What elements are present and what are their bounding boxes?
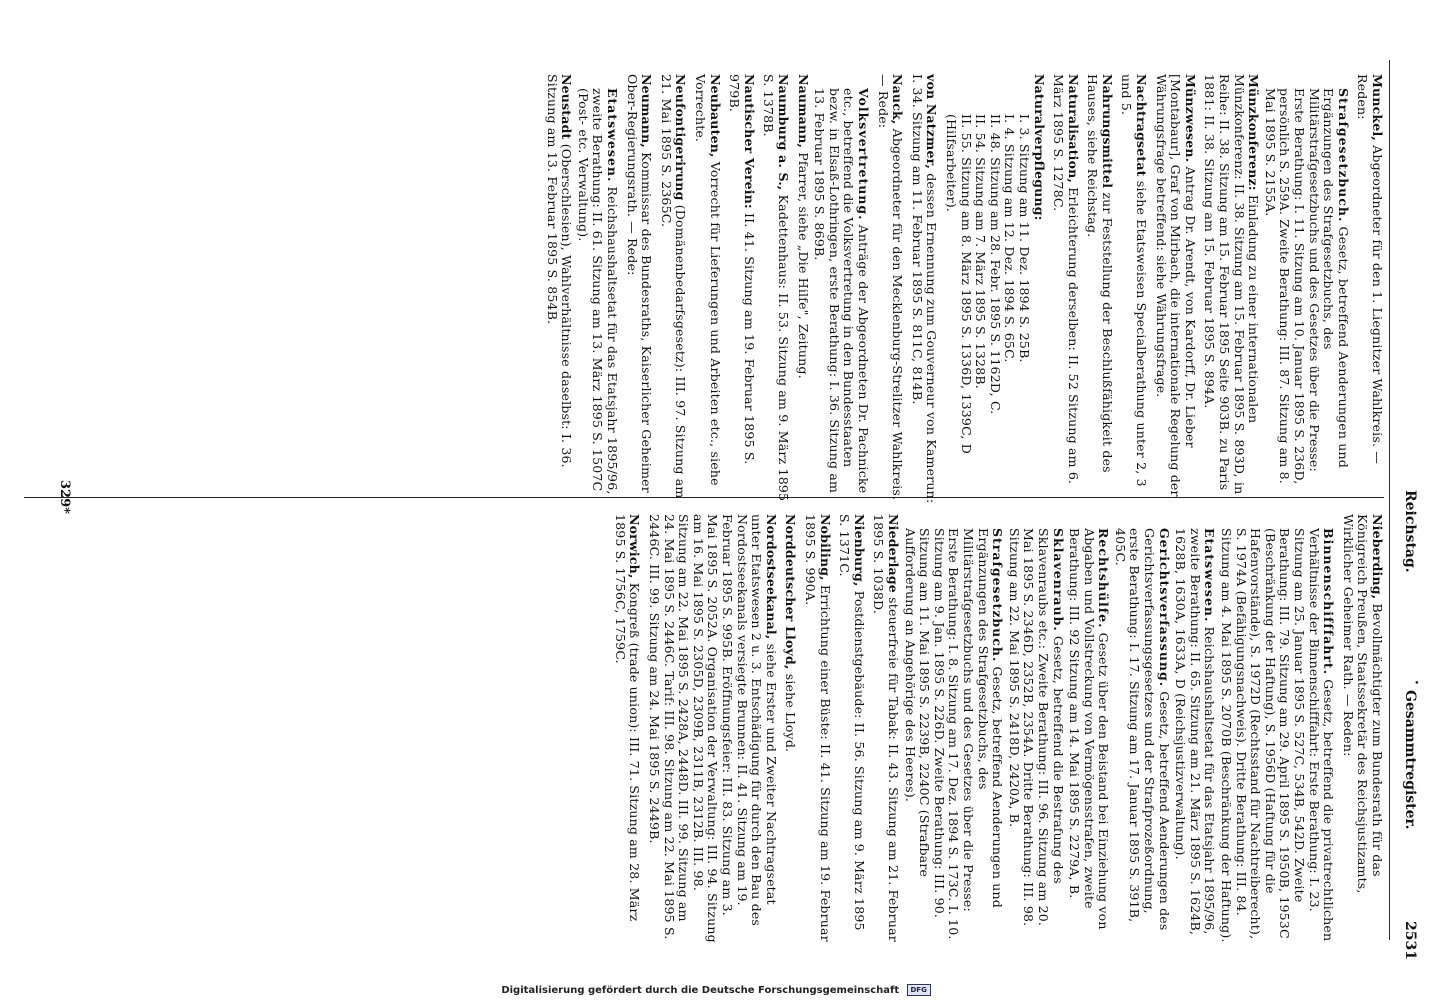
entry-text: Einladung zu einer internationalen Münzkonferenz: II. 38. Sitzung am 15. Februar 1895 S. 893D, in Reihe: II. 38. Sitzung am 15. Februar 1895 Seite 903B. zu Paris 1881: II. 38. Sitzung am 15. Februar 1895 S. 894A. (1202, 74, 1262, 495)
entry-reference: I. 4. Sitzung am 12. Dez. 1894 S. 65C. (1002, 114, 1018, 363)
entry-text: Kadettenhaus: II. 53. Sitzung am 9. März 1895 S. 1378B. (761, 74, 792, 502)
entry-text: Gesetz, betreffend Aenderungen und Ergänzungen des Strafgesetzbuchs, des Militärstrafgesetzbuchs und des Gesetzes über die Presse: Erste Berathung: I. 8. Sitzung am 17. Dez. 1894 S. 173C. I. 10. Sitzung am 9. Jan. 1895 S. 226D. Zweite Berathung: III. 90. Sitzung am 11. Mai 1895 S. 2239B, 2240C (Strafbare Aufforderung an Angehörige des Heeres). (902, 528, 1006, 940)
entry-text: Postdienstgebäude: II. 56. Sitzung am 9. März 1895 S. 1371C. (837, 514, 867, 931)
index-entry (1340, 514, 1384, 944)
subentry-heading: Strafgesetzbuch. (990, 528, 1006, 663)
entry-heading: Nachtragsetat (1134, 74, 1150, 177)
header-rule (1389, 60, 1390, 940)
entry-heading: Nautischer Verein: (741, 74, 757, 209)
index-entry (1355, 74, 1384, 504)
entry-text: II. 41. Sitzung am 19. Februar 1895 S. 979B. (727, 74, 757, 465)
entry-heading: Naumann, (795, 74, 811, 149)
entry-heading: Neustadt (559, 74, 575, 140)
entry-heading: Nobiling, (817, 514, 833, 581)
subentry-heading: Binnenschifffahrt. (1321, 528, 1337, 676)
entry-text: Pfarrer, siehe „Die Hilfe", Zeitung. (795, 152, 811, 379)
dfg-logo: DFG (907, 984, 931, 996)
entry-text: Gesetz, betreffend die Bestrafung des Sklavenraubs etc.: Zweite Berathung: III. 96. Sitzung am 20. Mai 1895 S. 2346D, 2352B, 2354A. Dritte Berathung: III. 98. Sitzung am 22. Mai 1895 S. 2418D, 2420A, B. (1006, 528, 1066, 927)
entry-text: Gesetz, betreffend Aenderungen des Gerichtsverfassungsgesetzes und der Strafprozeßordnung, erste Berathung: I. 17. Sitzung am 17. Januar 1895 S. 391B, 405C. (1112, 528, 1172, 931)
entry-heading: Naturalisation, (1065, 74, 1081, 184)
index-entry (1153, 74, 1197, 504)
entry-heading: Nordostseekanal, (763, 514, 779, 640)
entry-heading: Nienburg, (851, 514, 867, 587)
index-entry (1085, 74, 1114, 504)
page-header: Reichstag. · Gesammtregister. 2531 (1402, 490, 1424, 960)
entry-heading: Naumburg a. S., (776, 74, 792, 191)
entry-reference: II. 54. Sitzung am 7. März 1895 S. 1328B. (973, 114, 989, 389)
index-subentry (1173, 528, 1217, 944)
index-entry (1202, 74, 1260, 504)
left-column (539, 74, 1384, 504)
entry-text: Abgeordneter für den Mecklenburg-Strelitzer Wahlkreis. — Rede: (875, 74, 906, 501)
entry-text: siehe Lloyd. (783, 673, 799, 753)
entry-heading: Norwich, (627, 514, 643, 579)
entry-text: Reichshaushaltsetat für das Etatsjahr 1895/96, zweite Berathung: II. 61. Sitzung am 13. März 1895 S. 1507C (Post- etc. Verwaltung). (575, 88, 621, 495)
entry-text: Anträge der Abgeordneten Dr. Pachnicke etc., betreffend die Volksvertretung in den Bundesstaaten bezw. in Elsaß-Lothringen, erste Berathung: I. 36. Sitzung am 13. Februar 1895 S. 869B. (812, 88, 871, 494)
subentry-heading: Sklavenraub. (1050, 528, 1066, 632)
entry-heading: Nauck, (890, 74, 906, 125)
subentry-heading: Rechtshülfe. (1096, 528, 1112, 629)
entry-text: Reichshaushaltsetat für das Etatsjahr 1895/96, zweite Berathung: II. 65. Sitzung am 21. März 1895 S. 1624B, 1628B, 1630A, 1633A, D (Reichsjustizverwaltung). (1173, 528, 1218, 936)
entry-text: Bevollmächtigter zum Bundesrath für das Königreich Preußen, Staatssekretär des Reichsjustizamts, Wirklicher Geheimer Rath. — Reden: (1340, 514, 1385, 894)
index-subentry (1067, 528, 1111, 944)
index-entry (624, 74, 653, 504)
entry-heading: Neubauten, (707, 74, 723, 158)
index-subentry (902, 528, 1004, 944)
entry-heading: Naturalverpflegung: (1031, 74, 1047, 221)
index-entry (837, 514, 866, 944)
index-entry (943, 74, 1045, 504)
subentry-heading: Gerichtsverfassung. (1156, 528, 1172, 688)
entry-text: (Domänenbedarfsgesetz): III. 97. Sitzung am 21. Mai 1895 S. 2365C. (658, 74, 689, 499)
index-subentry (1218, 528, 1335, 944)
index-entry (802, 514, 831, 944)
entry-text: zur Feststellung der Beschlußfähigkeit des Hauses, siehe Reichstag. (1085, 74, 1115, 473)
index-entry (1051, 74, 1080, 504)
index-entry (1119, 74, 1148, 504)
index-entry (658, 74, 687, 504)
index-entry (727, 74, 756, 504)
right-column (607, 514, 1384, 944)
digitization-credit (0, 984, 1432, 998)
entry-heading: Munckel, (1370, 74, 1385, 141)
index-subentry (575, 88, 619, 504)
credit-text: Digitalisierung gefördert durch die Deutsche Forschungsgemeinschaft (501, 985, 900, 996)
entry-heading: Neufontigerirung (673, 74, 689, 201)
entry-text: Gesetz über den Beistand bei Einziehung von Abgaben und Vollstreckung von Vermögensstrafen, zweite Berathung: III. 92 Sitzung am 14. Mai 1895 S. 2279A, B. (1067, 528, 1112, 930)
entry-heading: Münzkonferenz: (1246, 74, 1262, 191)
entry-text: Errichtung einer Büste: II. 41. Sitzung am 19. Februar 1895 S. 990A. (803, 514, 833, 942)
entry-heading: Neumann, (639, 74, 655, 148)
index-entry (909, 74, 938, 504)
entry-reference: I. 3. Sitzung am 11. Dez. 1894 S. 25B. (1016, 114, 1032, 363)
entry-text: steuerfreie für Tabak: II. 43. Sitzung am 21. Februar 1895 S. 1038D. (871, 514, 901, 942)
index-subentry (1006, 528, 1064, 944)
subentry-heading: Etatswesen. (605, 88, 621, 183)
index-entry (647, 514, 778, 944)
entry-heading: Münzwesen. (1182, 74, 1198, 163)
index-entry (783, 514, 798, 944)
entry-text: siehe Etatsweisen Specialberathung unter 2, 3 und 5. (1119, 74, 1150, 487)
entry-text: (Oberschlesien), Wahlverhältnisse daselbst: I. 36. Sitzung am 13. Februar 1895 S. 854B. (544, 74, 575, 468)
entry-text: dessen Ernennung zum Gouverneur von Kamerun: I. 34. Sitzung am 11. Februar 1895 S. 811C, 814B. (909, 74, 940, 504)
index-entry (544, 74, 573, 504)
index-subentry (1112, 528, 1170, 944)
header-left: Reichstag. (1402, 490, 1418, 573)
entry-text: Erleichterung derselben: II. 52 Sitzung am 6. März 1895 S. 1278C. (1051, 74, 1081, 485)
entry-heading: Nieberding, (1370, 514, 1385, 600)
entry-text: Gesetz, betreffend Aenderungen und Ergänzungen des Strafgesetzbuchs, des Militärstrafgesetzbuchs und des Gesetzes über die Presse: Erste Berathung: I. 11. Sitzung am 10. Januar 1895 S. 236D, persönlich S. 259A. Zweite Berathung: III. 87. Sitzung am 8. Mai 1895 S. 2155A. (1262, 88, 1351, 485)
subentry-heading: Volksvertretung. (856, 88, 871, 221)
entry-heading: von Natzmer, (924, 74, 940, 170)
entry-heading: Nahrungsmittel (1099, 74, 1115, 189)
entry-text: Antrag Dr. Arendt, von Kardorff, Dr. Lieber [Montabaur], Graf von Mirbach, die internationale Regelung der Währungsfrage betreffend: siehe Währungsfrage. (1153, 74, 1198, 497)
index-entry (875, 74, 904, 504)
index-entry (761, 74, 790, 504)
entry-text: Kongreß (trade union): III. 71. Sitzung am 28. März 1895 S. 1756C, 1759C. (612, 514, 643, 922)
subentry-heading: Etatswesen. (1202, 528, 1218, 623)
entry-text: Gesetz, betreffend die privatrechtlichen Verhältnisse der Binnenschifffahrt: Erste Berathung: I. 23. Sitzung am 25. Januar 1895 S. 527C, 534B, 542D. Zweite Berathung: III. 79. Sitzung am 29. April 1895 S. 1950B, 1953C (Beschränkung der Haftung), S. 1956D (Haftung für die Hafenvorstände), S. 1972D (Rechtsstand für Nachtreiberecht), S. 1974A (Befähigungsnachweis). Dritte Berathung: III. 84. Sitzung am 4. Mai 1895 S. 2070B (Beschränkung der Haftung). (1219, 528, 1337, 943)
entry-text: Abgeordneter für den 1. Liegnitzer Wahlkreis. — Reden: (1355, 74, 1385, 465)
entry-text: siehe Erster und Zweiter Nachtragsetat unter Etatswesen 2 u. 3. Entschädigung für durch den Bau des Nordostseekanals versiegte Brunnen: II. 41. Sitzung am 19. Februar 1895 S. 995B. Eröffnungsfeier: III. 83. Sitzung am 3. Mai 1895 S. 2052A. Organisation der Verwaltung: III. 94. Sitzung am 16. Mai 1895 S. 2305D, 2309B, 2311B, 2312B. III. 98. Sitzung am 22. Mai 1895 S. 2428A, 2448D. III. 99. Sitzung am 24. Mai 1895 S. 2446C. Tarif: III. 98. Sitzung am 22. Mai 1895 S. 2446C. III. 99. Sitzung am 24. Mai 1895 S. 2449B. (647, 514, 779, 943)
entry-heading: Norddeutscher Lloyd, (783, 514, 799, 670)
entry-reference: II. 55. Sitzung am 8. März 1895 S. 1336D, 1339C, D (Hilfsarbeiter). (943, 114, 974, 454)
index-subentry (1262, 88, 1350, 504)
header-right: Gesammtregister. (1402, 690, 1418, 830)
page-number: 2531 (1402, 921, 1418, 960)
entry-reference: II. 48. Sitzung am 28. Febr. 1895 S. 1162D, C. (987, 114, 1003, 415)
index-entry (612, 514, 641, 944)
entry-text: Vorrecht für Lieferungen und Arbeiten etc., siehe Vorrechte. (693, 74, 723, 486)
entry-heading: Niederlage (886, 514, 901, 593)
index-subentry (812, 88, 870, 504)
index-entry (795, 74, 810, 504)
subentry-heading: Strafgesetzbuch. (1335, 88, 1351, 223)
index-entry (871, 514, 900, 944)
index-entry (692, 74, 721, 504)
entry-text: Kommissar des Bundesraths, Kaiserlicher Geheimer Ober-Regierungsrath. — Rede: (624, 74, 655, 493)
signature-mark: 329* (57, 480, 72, 514)
